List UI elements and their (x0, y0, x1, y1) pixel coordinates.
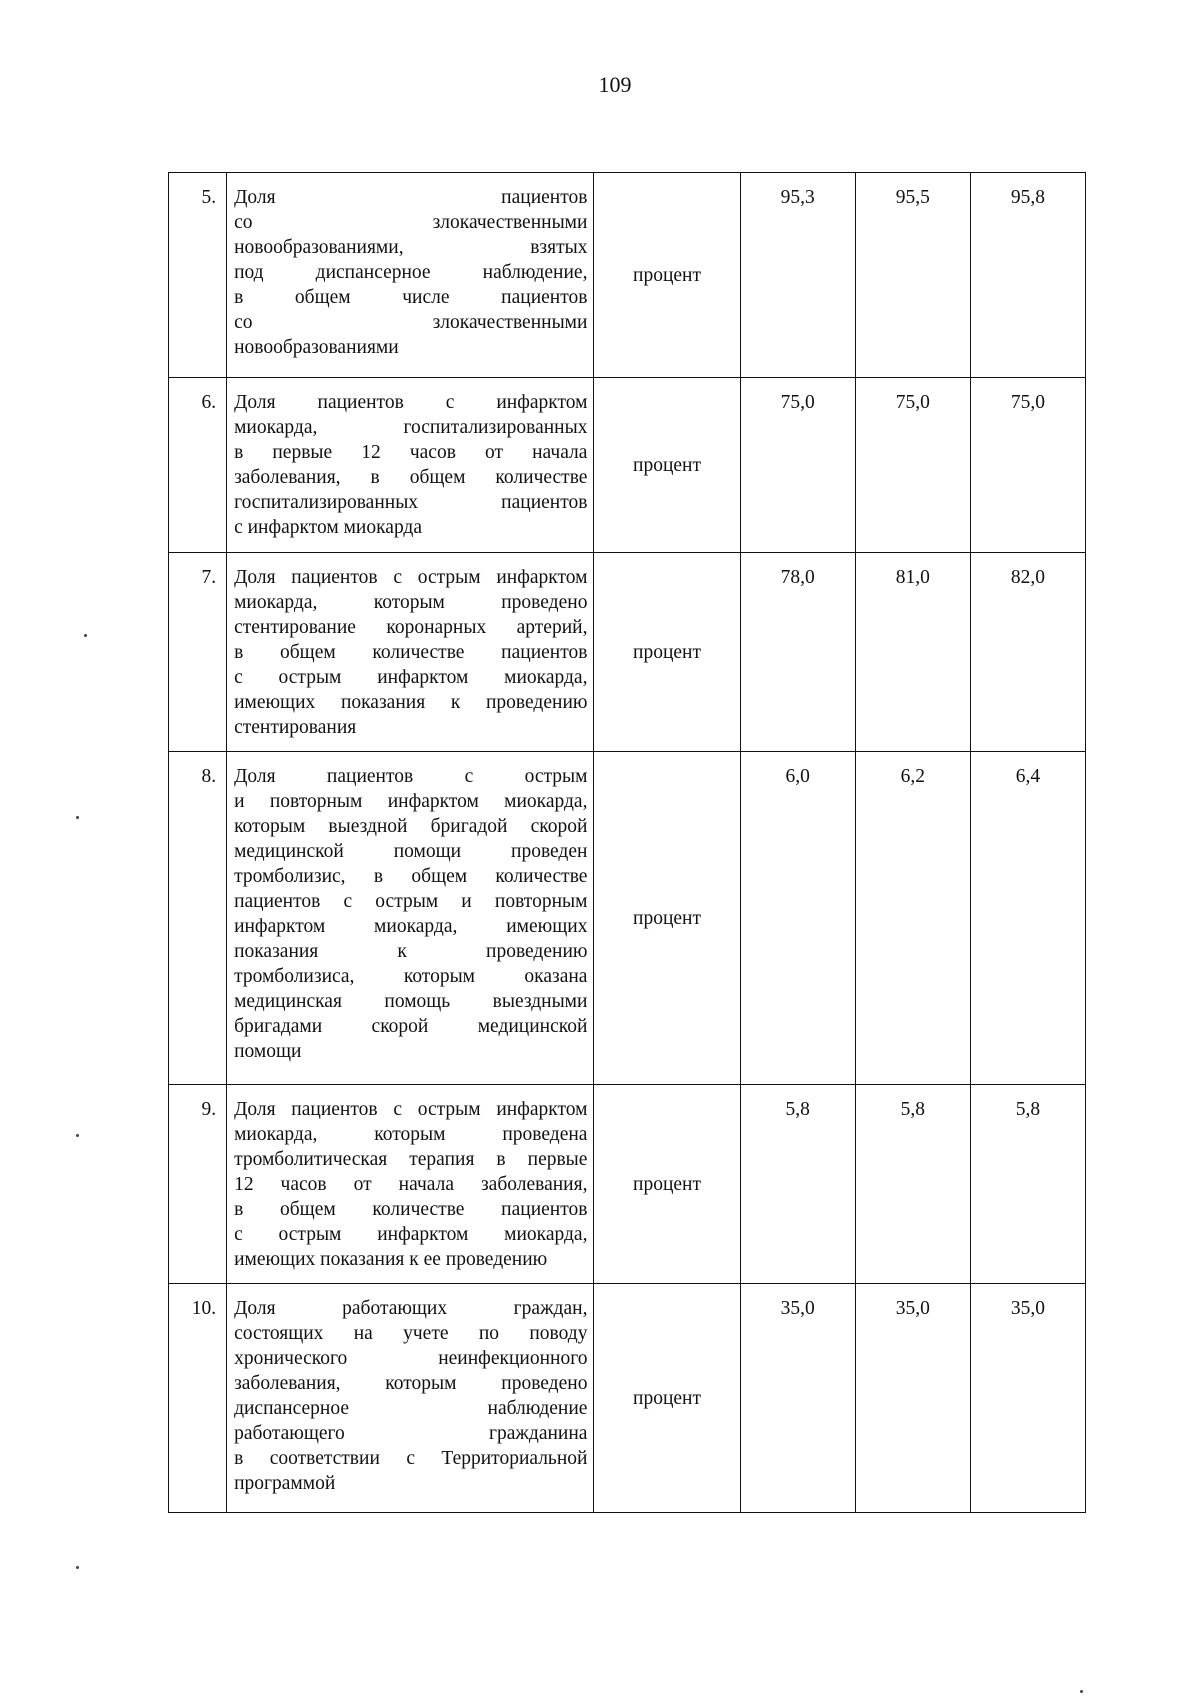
unit-cell: процент (594, 1284, 740, 1513)
description-line: имеющих показания к ее проведению (234, 1249, 548, 1270)
description-line: бригадами скорой медицинской (234, 1016, 588, 1037)
description-line: помощи (234, 1041, 302, 1062)
row-number: 10. (169, 1284, 227, 1513)
page-number: 109 (598, 72, 632, 97)
description-line: программой (234, 1473, 336, 1494)
description-line: 12 часов от начала заболевания, (234, 1174, 588, 1195)
scan-speck (76, 1566, 79, 1569)
description-line: диспансерное наблюдение (234, 1398, 588, 1419)
scan-speck (84, 634, 87, 637)
description-line: в общем количестве пациентов (234, 642, 588, 663)
description-line: в первые 12 часов от начала (234, 442, 588, 463)
table-row (169, 553, 1086, 752)
indicator-description (227, 553, 594, 752)
description-line: в общем числе пациентов (234, 287, 588, 308)
description-line: новообразованиями, взятых (234, 237, 588, 258)
description-line: в общем количестве пациентов (234, 1199, 588, 1220)
description-line: со злокачественными (234, 312, 588, 333)
value-cell-2: 75,0 (855, 378, 970, 553)
indicator-description (227, 1284, 594, 1513)
description-line: которым выездной бригадой скорой (234, 816, 588, 837)
description-line: состоящих на учете по поводу (234, 1323, 588, 1344)
description-line: и повторным инфарктом миокарда, (234, 791, 588, 812)
value-cell-3: 95,8 (970, 173, 1085, 378)
description-line: новообразованиями (234, 337, 399, 358)
table-row (169, 752, 1086, 1085)
row-number: 6. (169, 378, 227, 553)
description-line: Доля пациентов с острым инфарктом (234, 1099, 588, 1120)
scan-speck (1080, 1690, 1083, 1693)
description-line: стентирования (234, 717, 357, 738)
description-line: под диспансерное наблюдение, (234, 262, 588, 283)
description-line: миокарда, госпитализированных (234, 417, 588, 438)
description-line: с инфарктом миокарда (234, 517, 423, 538)
value-cell-1: 35,0 (740, 1284, 855, 1513)
description-line: Доля работающих граждан, (234, 1298, 588, 1319)
row-number: 5. (169, 173, 227, 378)
description-line: работающего гражданина (234, 1423, 588, 1444)
description-line: стентирование коронарных артерий, (234, 617, 588, 638)
indicator-description (227, 173, 594, 378)
description-line: миокарда, которым проведено (234, 592, 588, 613)
description-line: миокарда, которым проведена (234, 1124, 588, 1145)
description-line: с острым инфарктом миокарда, (234, 667, 588, 688)
description-line: пациентов с острым и повторным (234, 891, 588, 912)
unit-cell: процент (594, 752, 740, 1085)
scan-speck (76, 1134, 79, 1137)
value-cell-1: 5,8 (740, 1085, 855, 1284)
table-row (169, 1284, 1086, 1513)
value-cell-3: 82,0 (970, 553, 1085, 752)
indicators-table (168, 172, 1086, 1513)
description-line: заболевания, в общем количестве (234, 467, 588, 488)
unit-cell: процент (594, 1085, 740, 1284)
description-line: тромболизис, в общем количестве (234, 866, 588, 887)
value-cell-2: 95,5 (855, 173, 970, 378)
value-cell-1: 78,0 (740, 553, 855, 752)
value-cell-2: 6,2 (855, 752, 970, 1085)
value-cell-1: 6,0 (740, 752, 855, 1085)
unit-cell: процент (594, 553, 740, 752)
indicator-description (227, 1085, 594, 1284)
description-line: Доля пациентов с инфарктом (234, 392, 588, 413)
description-line: инфарктом миокарда, имеющих (234, 916, 588, 937)
description-line: медицинская помощь выездными (234, 991, 588, 1012)
description-line: заболевания, которым проведено (234, 1373, 588, 1394)
table-row (169, 378, 1086, 553)
table-row (169, 173, 1086, 378)
unit-cell: процент (594, 173, 740, 378)
value-cell-2: 35,0 (855, 1284, 970, 1513)
description-line: в соответствии с Территориальной (234, 1448, 588, 1469)
value-cell-1: 75,0 (740, 378, 855, 553)
description-line: медицинской помощи проведен (234, 841, 588, 862)
row-number: 7. (169, 553, 227, 752)
value-cell-2: 81,0 (855, 553, 970, 752)
value-cell-3: 5,8 (970, 1085, 1085, 1284)
value-cell-3: 35,0 (970, 1284, 1085, 1513)
value-cell-3: 75,0 (970, 378, 1085, 553)
row-number: 9. (169, 1085, 227, 1284)
value-cell-2: 5,8 (855, 1085, 970, 1284)
table-row (169, 1085, 1086, 1284)
description-line: Доля пациентов с острым инфарктом (234, 567, 588, 588)
scan-speck (76, 816, 79, 819)
description-line: тромболизиса, которым оказана (234, 966, 588, 987)
value-cell-3: 6,4 (970, 752, 1085, 1085)
indicator-description (227, 378, 594, 553)
row-number: 8. (169, 752, 227, 1085)
description-line: с острым инфарктом миокарда, (234, 1224, 588, 1245)
description-line: со злокачественными (234, 212, 588, 233)
description-line: госпитализированных пациентов (234, 492, 588, 513)
unit-cell: процент (594, 378, 740, 553)
table-body (169, 173, 1086, 1513)
value-cell-1: 95,3 (740, 173, 855, 378)
indicator-description (227, 752, 594, 1085)
description-line: показания к проведению (234, 941, 588, 962)
description-line: имеющих показания к проведению (234, 692, 588, 713)
description-line: хронического неинфекционного (234, 1348, 588, 1369)
description-line: Доля пациентов (234, 187, 588, 208)
description-line: Доля пациентов с острым (234, 766, 588, 787)
description-line: тромболитическая терапия в первые (234, 1149, 588, 1170)
